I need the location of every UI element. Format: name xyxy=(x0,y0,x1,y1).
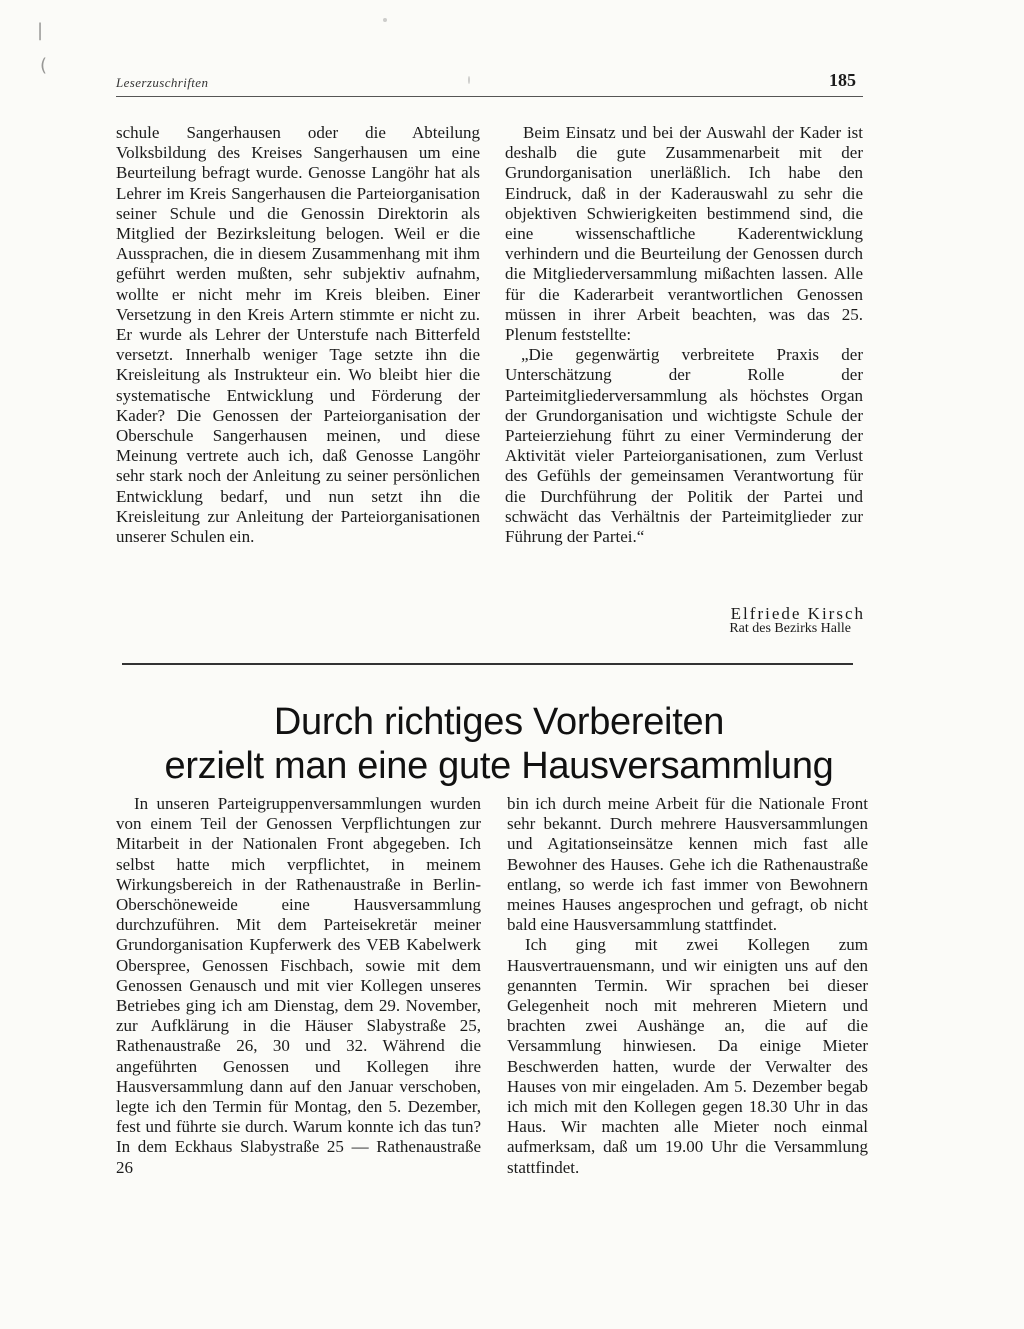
top-article-left-column xyxy=(116,123,480,623)
paragraph: Beim Einsatz und bei der Auswahl der Kader ist deshalb die gute Zusammenarbeit mit der Grundorganisation unerläßlich. Ich habe den Eindruck, daß in der Kaderauswahl zu sehr die objektiven Schwierigkeiten bestimmend sind, die eine wissenschaftliche Kaderentwicklung verhindern und die Beurteilung der Genossen durch die Mitgliederversammlung mißachten lassen. Alle für die Kaderarbeit verantwortlichen Genossen müssen in ihrer Arbeit beachten, was das 25. Plenum feststellte: xyxy=(505,123,863,345)
paragraph: Ich ging mit zwei Kollegen zum Hausvertrauensmann, und wir einigten uns auf den genannten Termin. Wir sprachen bei dieser Gelegenheit noch mit mehreren Mietern und brachten zwei Aushänge an, die auf die Versammlung hinwiesen. Da einige Mieter Beschwerden hatten, wurde der Verwalter des Hauses von mir eingeladen. Am 5. Dezember begab ich mich mit den Kollegen gegen 18.30 Uhr in das Haus. Wir machten alle Mieter noch einmal aufmerksam, daß um 19.00 Uhr die Versammlung stattfindet. xyxy=(507,935,868,1177)
section-divider xyxy=(122,663,853,665)
author-affiliation: Rat des Bezirks Halle xyxy=(729,621,851,636)
article-title xyxy=(154,700,844,788)
scan-speck xyxy=(468,76,470,84)
article-title-line-1: Durch richtiges Vorbereiten xyxy=(273,701,725,743)
paragraph: schule Sangerhausen oder die Abteilung Volksbildung des Kreises Sangerhausen um eine Beurteilung befragt wurde. Genosse Langöhr hat als Lehrer im Kreis Sangerhausen die Parteiorganisation seiner Schule und die Genossin Direktorin als Mitglied der Bezirksleitung belogen. Weil er die Aussprachen, die in diesem Zusammenhang mit ihm geführt werden mußten, sehr subjektiv aufnahm, wollte er nicht mehr im Kreis bleiben. Einer Versetzung in den Kreis Artern stimmte er nicht zu. Er wurde als Lehrer der Unterstufe nach Bitterfeld versetzt. Innerhalb weniger Tage setzte ihn die Kreisleitung als Instrukteur ein. Wo bleibt hier die systematische Entwicklung und Förderung der Kader? Die Genossen der Parteiorganisation der Oberschule Sangerhausen meinen, und diese Meinung vertrete auch ich, daß Genosse Langöhr sehr stark noch der Anleitung zu seiner persönlichen Entwicklung bedarf, und nun setzt ihn die Kreisleitung zur Anleitung der Parteiorganisationen unserer Schulen ein. xyxy=(116,123,480,547)
article-title-line-2: erzielt man eine gute Hausversammlung xyxy=(164,745,834,787)
article-right-column xyxy=(507,794,868,1238)
scan-mark: | xyxy=(37,20,44,41)
paragraph: bin ich durch meine Arbeit für die Nationale Front sehr bekannt. Durch mehrere Hausversammlungen und Agitationseinsätze kennen mich fast alle Bewohner des Hauses. Gehe ich die Rathenaustraße entlang, so werde ich fast immer von Bewohnern meines Hauses angesprochen und gefragt, ob nicht bald eine Hausversammlung stattfindet. xyxy=(507,794,868,935)
page-number: 185 xyxy=(829,70,856,90)
article-left-column xyxy=(116,794,481,1224)
scan-mark: ( xyxy=(40,55,48,76)
paragraph: In unseren Parteigruppenversammlungen wurden von einem Teil der Genossen Verpflichtungen zur Mitarbeit in der Nationalen Front abgegeben. Ich selbst hatte mich verpflichtet, in meinem Wirkungsbereich in der Rathenaustraße in Berlin-Oberschöneweide eine Hausversammlung durchzuführen. Mit dem Parteisekretär meiner Grundorganisation Kupferwerk des VEB Kabelwerk Oberspree, Genossen Fischbach, sowie mit dem Genossen Genausch und mit vier Kollegen unseres Betriebes ging ich am Dienstag, dem 29. November, zur Aufklärung in die Häuser Slabystraße 25, Rathenaustraße 26, 30 und 32. Während die angeführten Genossen und Kollegen ihre Hausversammlung dann auf den Januar verschoben, legte ich den Termin für Montag, den 5. Dezember, fest und führte sie durch. Warum konnte ich das tun? In dem Eckhaus Slabystraße 25 — Rathenaustraße 26 xyxy=(116,794,481,1177)
running-header: Leserzuschriften xyxy=(116,75,209,90)
header-rule xyxy=(116,96,863,97)
author-signature: Elfriede Kirsch xyxy=(730,604,865,623)
scan-speck xyxy=(383,18,387,22)
quotation: „Die gegenwärtig verbreitete Praxis der Unterschätzung der Rolle der Parteimitgliederversammlung als höchstes Organ der Grundorganisation und wichtigste Schule der Parteierziehung führt zu einer Verminderung der Aktivität vieler Parteiorganisationen, zum Verlust des Gefühls der gemeinsamen Verantwortung für die Durchführung der Politik der Partei und schwächt das Verhältnis der Parteimitglieder zur Führung der Partei.“ xyxy=(505,345,863,547)
top-article-right-column xyxy=(505,123,863,603)
